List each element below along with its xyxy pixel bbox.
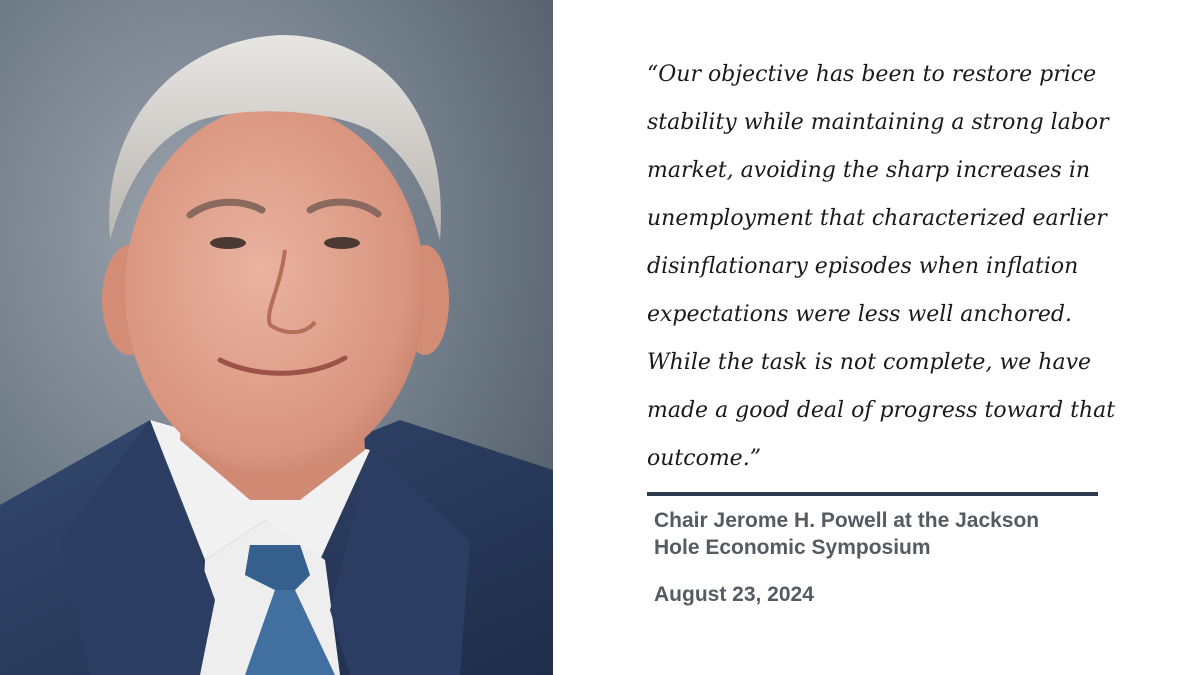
quote-line-1: “Our objective has been to restore price — [647, 62, 1097, 87]
portrait-photo — [0, 0, 553, 675]
left-eye — [210, 237, 246, 249]
attribution-line-2: Hole Economic Symposium — [654, 536, 931, 559]
quote-line-7: While the task is not complete, we have — [647, 350, 1092, 375]
quote-divider — [647, 492, 1098, 496]
quote-line-8: made a good deal of progress toward that — [647, 398, 1116, 423]
quote-line-9: outcome.” — [647, 446, 761, 471]
right-eye — [324, 237, 360, 249]
quote-line-4: unemployment that characterized earlier — [647, 206, 1107, 231]
quote-panel — [553, 0, 1200, 675]
attribution-date: August 23, 2024 — [654, 583, 814, 606]
quote-line-3: market, avoiding the sharp increases in — [647, 158, 1091, 183]
quote-line-6: expectations were less well anchored. — [647, 302, 1072, 327]
quote-line-2: stability while maintaining a strong labor — [647, 110, 1109, 135]
attribution-line-1: Chair Jerome H. Powell at the Jackson — [654, 509, 1040, 532]
portrait-illustration — [0, 0, 553, 675]
quote-line-5: disinflationary episodes when inflation — [647, 254, 1079, 279]
